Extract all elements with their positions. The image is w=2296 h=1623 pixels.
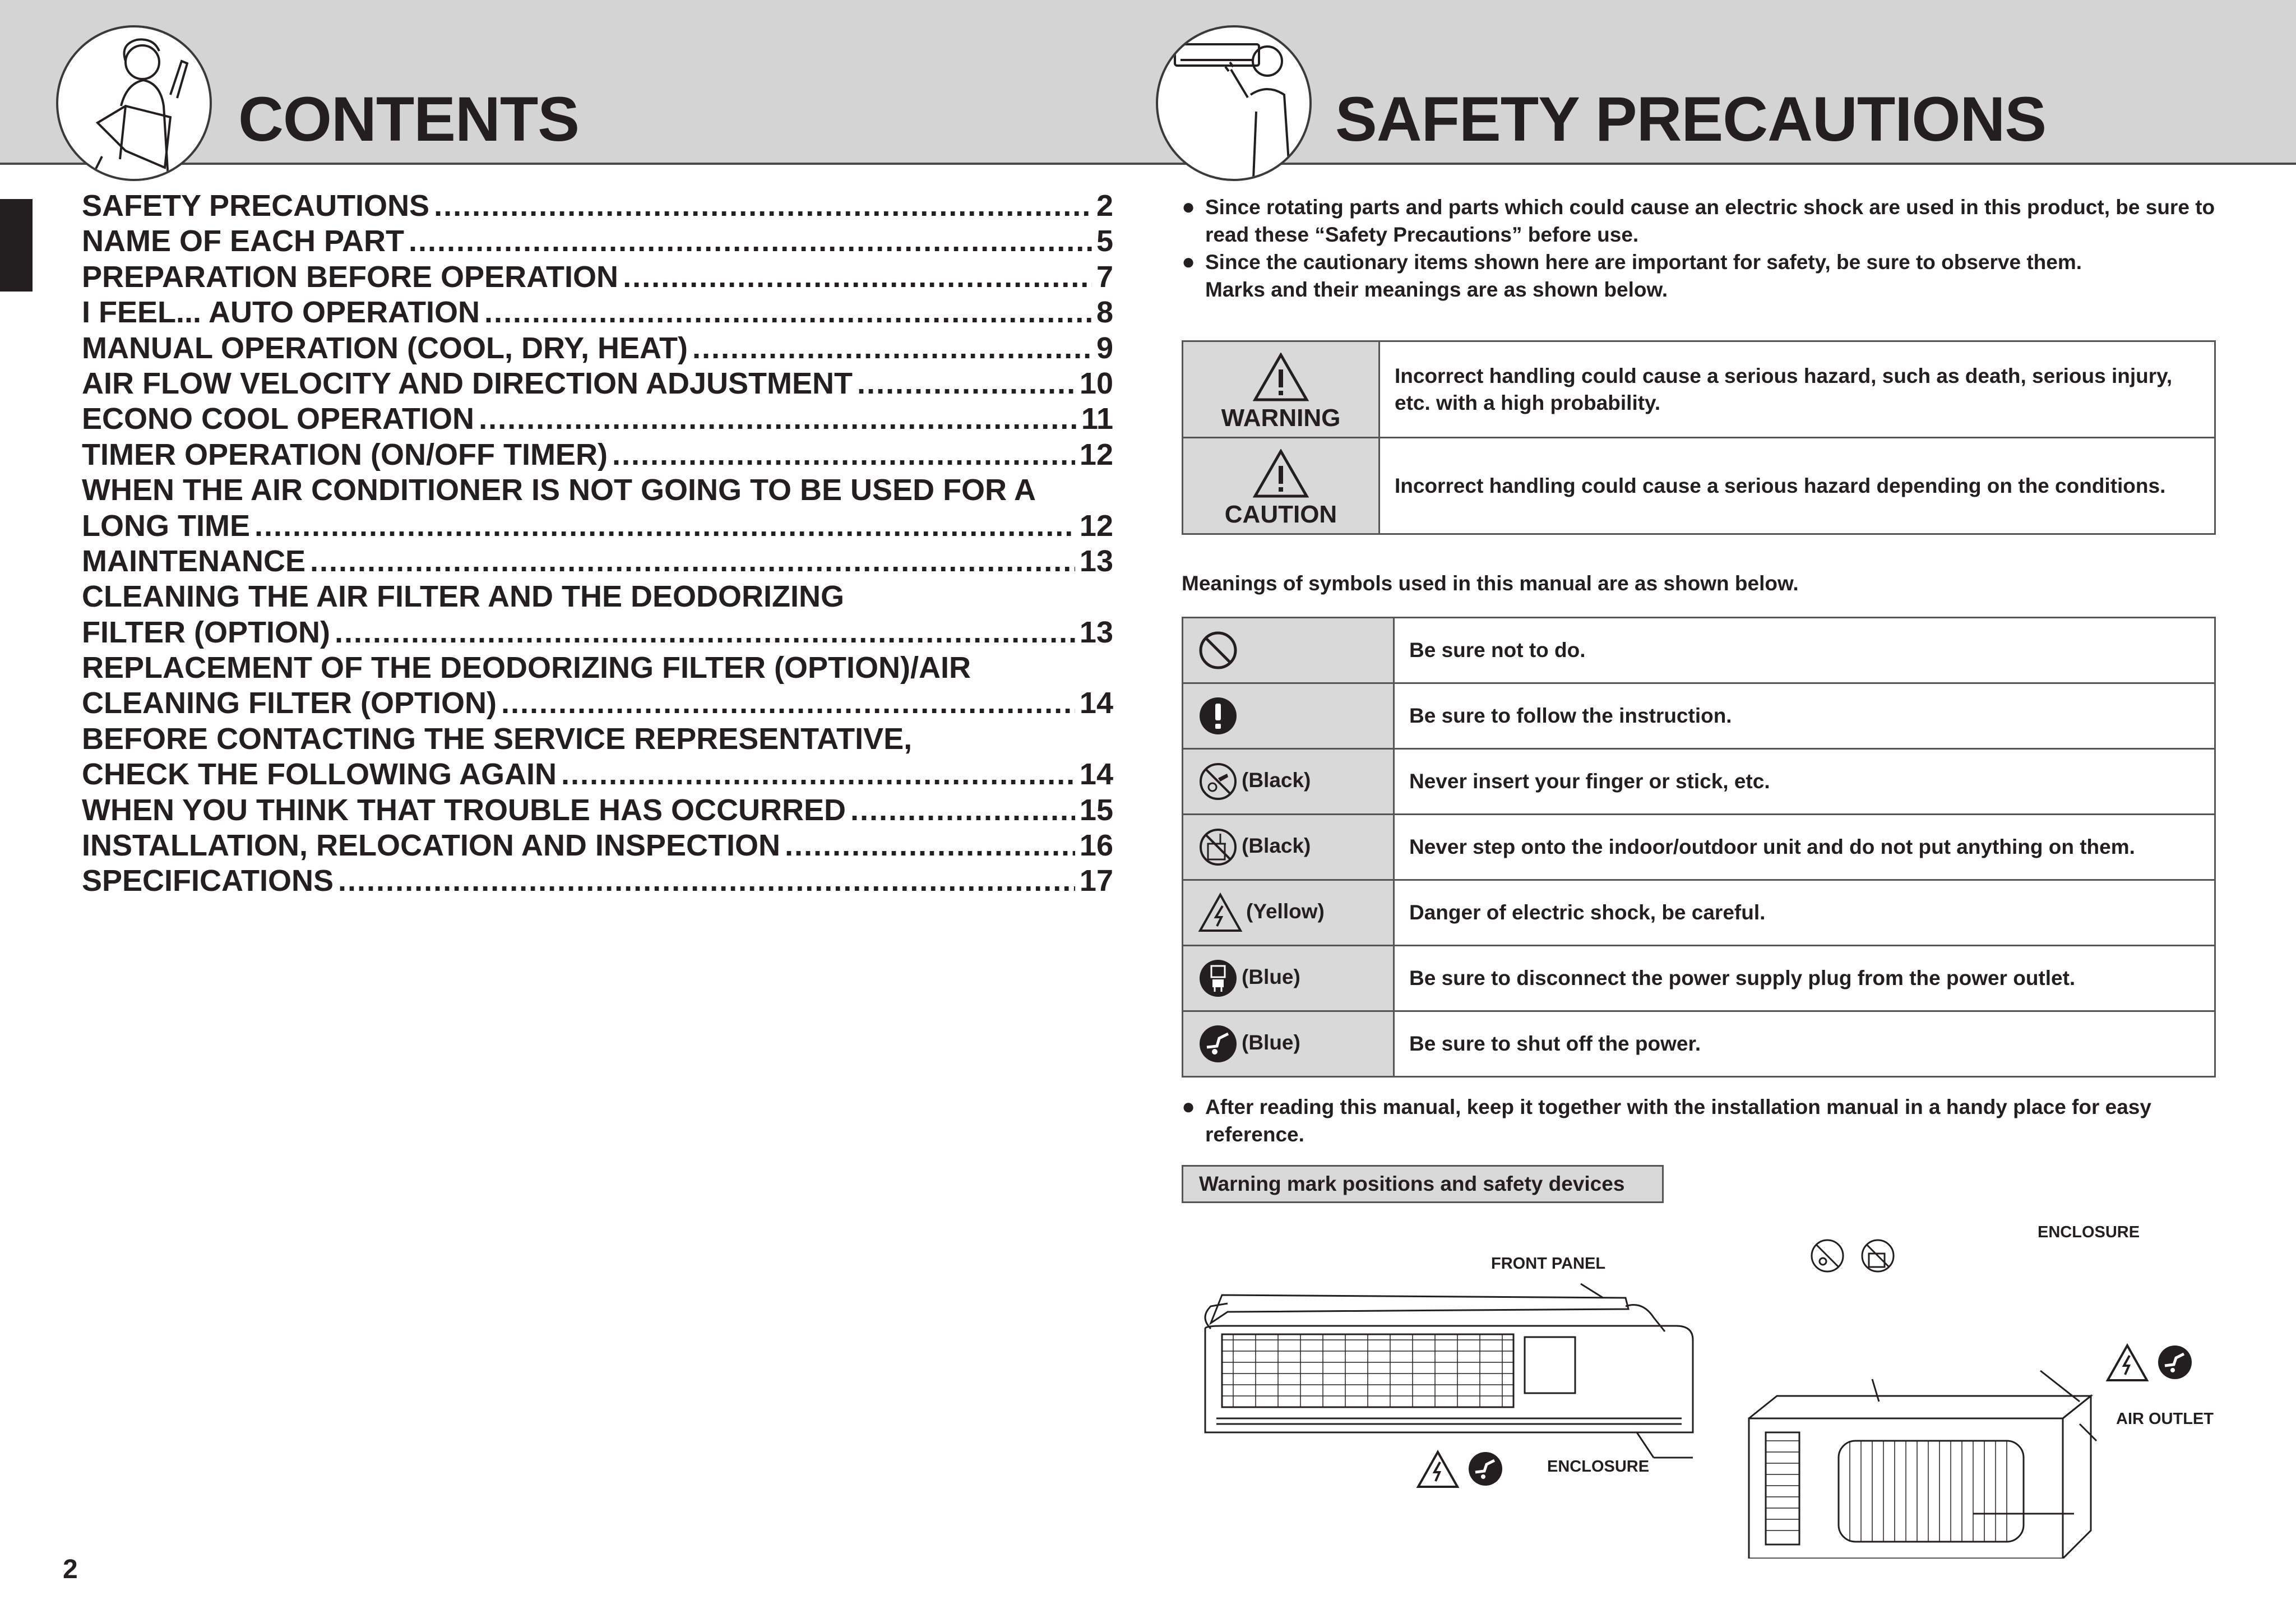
symbol-meaning-table [1182, 617, 2216, 1078]
toc-entry[interactable]: AIR FLOW VELOCITY AND DIRECTION ADJUSTMENT ..... 10 [82, 366, 1113, 401]
warning-description: Incorrect handling could cause a serious hazard, such as death, serious injury, etc. with a high probability. [1380, 341, 2215, 438]
air-outlet-label: AIR OUTLET [2116, 1410, 2214, 1428]
symbol-cell: (Black) [1183, 749, 1394, 815]
toc-entry-line[interactable]: WHEN THE AIR CONDITIONER IS NOT GOING TO BE USED FOR A [82, 473, 1036, 507]
no-finger-insert-icon [1198, 761, 1238, 802]
caution-cell: CAUTION [1183, 438, 1380, 534]
symbol-cell: (Black) [1183, 815, 1394, 880]
toc-entry[interactable]: SPECIFICATIONS ..... 17 [82, 863, 1113, 899]
table-row [1183, 815, 2215, 880]
table-row [1183, 683, 2215, 749]
warning-mark-heading: Warning mark positions and safety devices [1182, 1165, 1664, 1203]
table-row [1183, 1011, 2215, 1077]
symbol-meaning: Be sure to disconnect the power supply plug from the power outlet. [1394, 946, 2215, 1011]
page-number: 2 [63, 1555, 78, 1584]
toc-entry[interactable]: CLEANING FILTER (OPTION) ..... 14 [82, 686, 1113, 721]
front-panel-label: FRONT PANEL [1491, 1255, 1606, 1273]
marks-note: Marks and their meanings are as shown below. [1205, 278, 1668, 301]
table-row [1183, 749, 2215, 815]
mandatory-exclamation-icon [1198, 696, 1238, 736]
hazard-level-table [1182, 340, 2216, 535]
symbols-intro: Meanings of symbols used in this manual are as shown below. [1182, 572, 1799, 595]
table-of-contents [82, 188, 1113, 899]
toc-entry[interactable]: CHECK THE FOLLOWING AGAIN ..... 14 [82, 757, 1113, 792]
symbol-meaning: Be sure to shut off the power. [1394, 1011, 2215, 1077]
bullet-item: ● After reading this manual, keep it together with the installation manual in a handy place for easy reference. [1182, 1094, 2151, 1146]
toc-entry[interactable]: INSTALLATION, RELOCATION AND INSPECTION ..... 16 [82, 828, 1113, 863]
symbol-meaning: Danger of electric shock, be careful. [1394, 880, 2215, 946]
table-row [1183, 618, 2215, 683]
section-thumb-tab [0, 199, 33, 292]
toc-entry[interactable]: TIMER OPERATION (ON/OFF TIMER) ..... 12 [82, 437, 1113, 473]
table-row [1183, 438, 2215, 534]
no-step-icon [1198, 827, 1238, 867]
toc-entry[interactable]: MANUAL OPERATION (COOL, DRY, HEAT) ..... 9 [82, 331, 1113, 366]
contents-title: CONTENTS [238, 84, 579, 154]
reading-person-illustration [56, 25, 212, 181]
warning-cell: WARNING [1183, 341, 1380, 438]
bullet-item: ● Since rotating parts and parts which could cause an electric shock are used in this product, be sure to read these “Safety Precautions” before use. [1182, 195, 2215, 246]
indoor-and-outdoor-unit-illustration [1188, 1211, 2220, 1559]
indoor-enclosure-label: ENCLOSURE [1547, 1458, 1650, 1476]
toc-entry[interactable]: LONG TIME ..... 12 [82, 508, 1113, 544]
electric-shock-icon [1198, 893, 1243, 933]
toc-entry-line[interactable]: CLEANING THE AIR FILTER AND THE DEODORIZING [82, 580, 844, 614]
bullet-item: ● Since the cautionary items shown here are important for safety, be sure to observe them. [1182, 249, 2082, 274]
symbol-cell [1183, 683, 1394, 749]
table-row [1183, 341, 2215, 438]
toc-entry[interactable]: MAINTENANCE ..... 13 [82, 544, 1113, 579]
person-under-air-conditioner-illustration [1156, 25, 1312, 181]
toc-entry[interactable]: WHEN YOU THINK THAT TROUBLE HAS OCCURRED ..... 15 [82, 793, 1113, 828]
symbol-meaning: Never step onto the indoor/outdoor unit and do not put anything on them. [1394, 815, 2215, 880]
table-row [1183, 946, 2215, 1011]
caution-triangle-icon [1253, 449, 1309, 498]
toc-entry-line[interactable]: BEFORE CONTACTING THE SERVICE REPRESENTATIVE, [82, 722, 913, 756]
power-off-icon [1198, 1024, 1238, 1064]
toc-entry[interactable]: FILTER (OPTION) ..... 13 [82, 615, 1113, 650]
safety-title: SAFETY PRECAUTIONS [1335, 84, 2047, 154]
toc-entry[interactable]: PREPARATION BEFORE OPERATION ..... 7 [82, 260, 1113, 295]
symbol-cell: (Blue) [1183, 946, 1394, 1011]
symbol-cell: (Yellow) [1183, 880, 1394, 946]
unplug-icon [1198, 958, 1238, 998]
after-reading-note [1182, 1093, 2216, 1148]
toc-entry[interactable]: NAME OF EACH PART ..... 5 [82, 224, 1113, 259]
toc-entry[interactable]: I FEEL... AUTO OPERATION ..... 8 [82, 295, 1113, 330]
table-row [1183, 880, 2215, 946]
outdoor-enclosure-label: ENCLOSURE [2038, 1223, 2140, 1241]
toc-entry[interactable]: ECONO COOL OPERATION ..... 11 [82, 401, 1113, 437]
symbol-meaning: Be sure not to do. [1394, 618, 2215, 683]
symbol-cell [1183, 618, 1394, 683]
toc-entry[interactable]: SAFETY PRECAUTIONS ..... 2 [82, 188, 1113, 224]
symbol-meaning: Never insert your finger or stick, etc. [1394, 749, 2215, 815]
prohibition-icon [1198, 630, 1238, 671]
safety-intro [1182, 193, 2216, 303]
symbol-meaning: Be sure to follow the instruction. [1394, 683, 2215, 749]
symbol-cell: (Blue) [1183, 1011, 1394, 1077]
toc-entry-line[interactable]: REPLACEMENT OF THE DEODORIZING FILTER (OPTION)/AIR [82, 651, 971, 685]
warning-triangle-icon [1253, 353, 1309, 402]
caution-description: Incorrect handling could cause a serious hazard depending on the conditions. [1380, 438, 2215, 534]
warning-mark-diagram [1188, 1211, 2220, 1559]
